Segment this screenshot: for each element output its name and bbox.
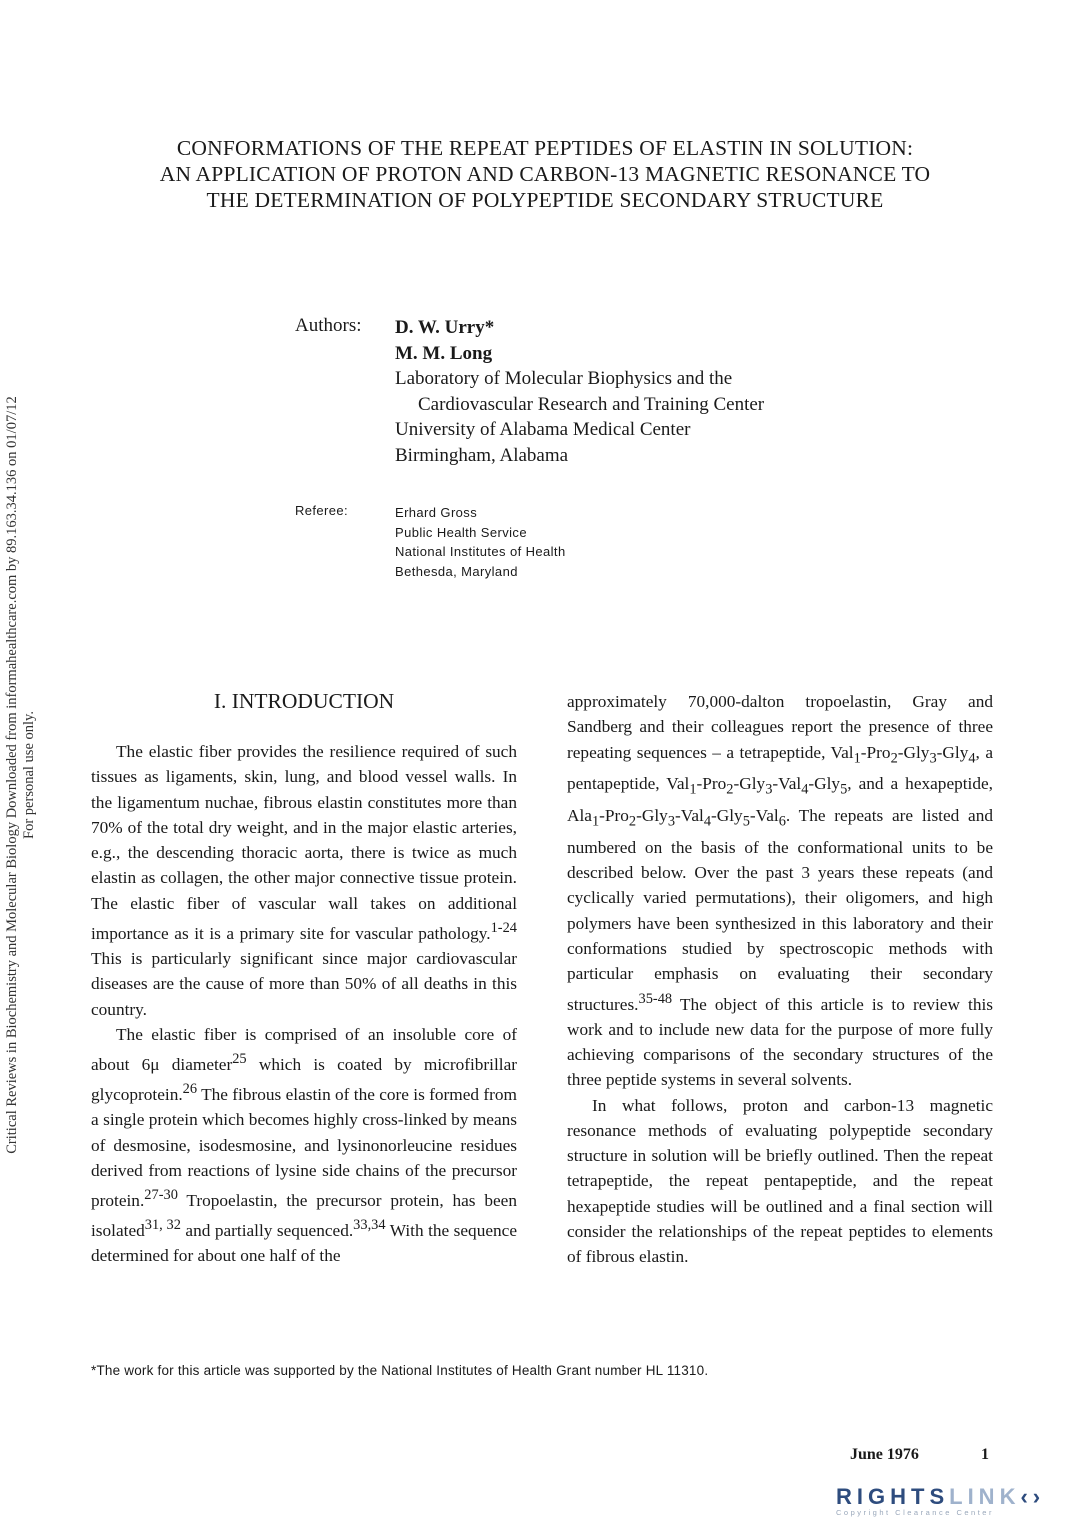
right-column (567, 689, 993, 1270)
left-column (91, 688, 517, 1269)
citation: 35-48 (638, 990, 673, 1007)
referee-label: Referee: (295, 503, 349, 518)
referee-line-4: Bethesda, Maryland (395, 563, 518, 579)
tetrapeptide-formula: Val$_1$-Pro$_2$-Gly$_3$-Gly$_4$ (830, 742, 976, 767)
referee-name: Erhard Gross (395, 505, 478, 520)
rightslink-wordmark: RIGHTSLINK‹› (836, 1484, 1046, 1509)
authors-block (395, 315, 764, 468)
citation: 33,34 (353, 1217, 386, 1234)
p1-text-b: This is particularly significant since major cardiovascular diseases are the cause of more than 50% of all deaths in this country. (91, 949, 517, 1019)
rightslink-tagline: Copyright Clearance Center (836, 1508, 994, 1517)
p3-text-d: . The repeats are listed and numbered on the basis of the conformational units to be described below. Over the past 3 years these repeats (and cyclically varied permutations), their oligomers, and high polymers have been synthesized in this laboratory and their conformations studied by spectroscopic methods with particular emphasis on evaluating their secondary structures. (567, 806, 993, 1014)
referee-line-3: National Institutes of Health (395, 544, 566, 559)
authors-label: Authors: (295, 315, 362, 336)
referee-block (395, 503, 566, 581)
funding-footnote: *The work for this article was supported by the National Institutes of Health Grant number HL 11310. (91, 1363, 709, 1378)
affiliation-line-3: University of Alabama Medical Center (395, 419, 691, 440)
affiliation-line-1: Laboratory of Molecular Biophysics and the (395, 368, 733, 389)
section-heading: I. INTRODUCTION (213, 689, 395, 713)
p3-text-a: approximately 70,000-dalton tropoelastin, Gray and Sandberg and their colleagues report the presence of three repeating sequences – a tetrapeptide, (567, 692, 993, 762)
p2-text-d: Tropoelastin, the precursor protein, has been isolated (91, 1191, 517, 1241)
p3-text-c: , and a hexapeptide, (847, 774, 993, 794)
paragraph-1 (91, 739, 517, 1022)
article-title (100, 135, 990, 213)
p2-text-b: which is coated by microfibrillar glycoprotein. (91, 1055, 518, 1105)
citation: 25 (232, 1051, 247, 1068)
citation: 31, 32 (144, 1217, 181, 1234)
rightslink-logo[interactable] (836, 1484, 1046, 1524)
paragraph-2 (91, 1022, 517, 1269)
title-line-3: THE DETERMINATION OF POLYPEPTIDE SECONDARY STRUCTURE (206, 188, 884, 212)
citation: 27-30 (144, 1187, 178, 1204)
affiliation-line-2: Cardiovascular Research and Training Center (418, 393, 765, 415)
issue-date: June 1976 (850, 1446, 919, 1463)
citation: 26 (182, 1081, 198, 1098)
author-name-2: M. M. Long (395, 342, 493, 364)
author-name-1: D. W. Urry* (395, 317, 495, 338)
page-number: 1 (981, 1446, 989, 1463)
p2-text-c: The fibrous elastin of the core is formed from a single protein which becomes highly cross-linked by means of desmosine, isodesmosine, and lysinonorleucine residues derived from reactions of lysine side chains of the precursor protein. (91, 1085, 517, 1211)
title-line-2: AN APPLICATION OF PROTON AND CARBON-13 MAGNETIC RESONANCE TO (159, 162, 931, 186)
p3-text-b: , a pentapeptide, (567, 742, 994, 794)
p3-text-e: The object of this article is to review this work and to include new data for the purpose of more fully achieving comparisons of the secondary structures of the three peptide systems in several solvents. (567, 994, 993, 1090)
download-notice-line-2: For personal use only. (21, 711, 37, 839)
title-line-1: CONFORMATIONS OF THE REPEAT PEPTIDES OF ELASTIN IN SOLUTION: (176, 136, 914, 160)
pentapeptide-formula: Val$_1$-Pro$_2$-Gly$_3$-Val$_4$-Gly$_5$ (666, 774, 848, 798)
p1-text-a: The elastic fiber provides the resilience required of such tissues as ligaments, skin, lung, and blood vessel walls. In the ligamentum nuchae, fibrous elastin constitutes more than 70% of the total dry weight, and in the major elastic arteries, e.g., the descending thoracic aorta, there is twice as much elastin as collagen, the other major connective tissue protein. The elastic fiber of vascular wall takes on additional importance as it is a primary site for vascular pathology. (91, 742, 517, 943)
p2-text-e: and partially sequenced. (180, 1221, 354, 1241)
hexapeptide-formula: Ala$_1$-Pro$_2$-Gly$_3$-Val$_4$-Gly$_5$-Val$_6$ (567, 806, 786, 830)
download-notice-line-1: Critical Reviews in Biochemistry and Molecular Biology Downloaded from informahealthcare.com by 89.163.34.136 on 01/07/12 (4, 396, 20, 1154)
citation: 1-24 (490, 920, 517, 937)
p2-text-a: The elastic fiber is comprised of an insoluble core of about 6μ diameter (91, 1025, 517, 1075)
rightslink-arrows-icon: ‹› (1020, 1484, 1046, 1509)
paragraph-3 (567, 689, 993, 1093)
p2-text-f: With the sequence determined for about one half of the (91, 1221, 517, 1266)
download-notice (4, 330, 44, 1220)
affiliation-line-4: Birmingham, Alabama (395, 444, 569, 466)
referee-line-2: Public Health Service (395, 524, 527, 540)
paragraph-4: In what follows, proton and carbon-13 magnetic resonance methods of evaluating polypeptide secondary structure in solution will be briefly outlined. Then the repeat tetrapeptide, the repeat pentapeptide, and the repeat hexapeptide studies will be outlined and a final section will consider the relationships of the repeat peptides to elements of fibrous elastin. (567, 1095, 993, 1267)
